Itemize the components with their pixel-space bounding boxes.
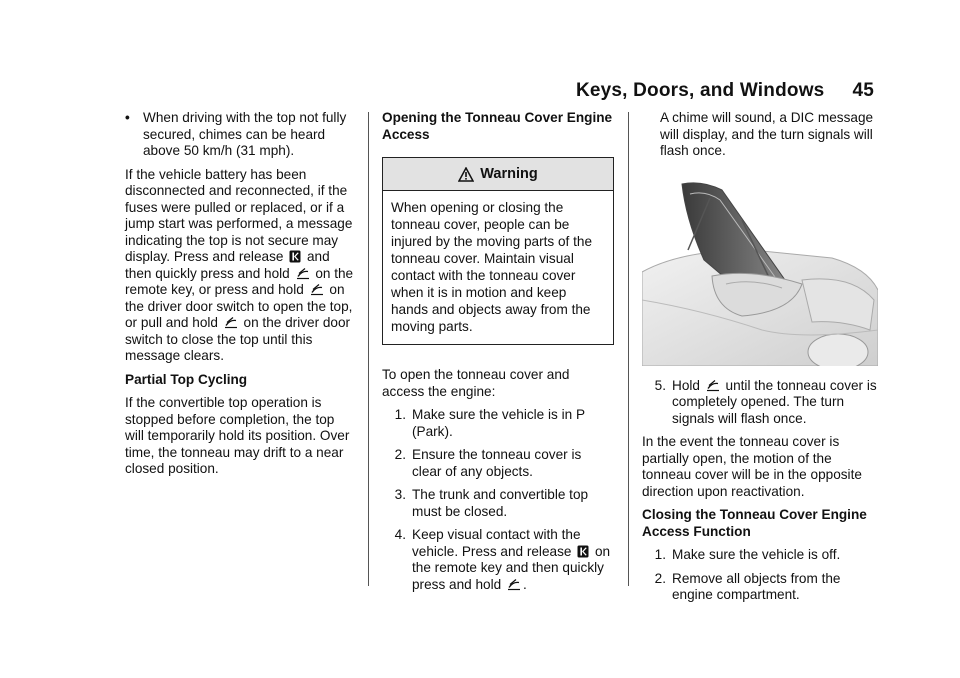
- page-header: [576, 80, 874, 102]
- page-number: 45: [852, 80, 874, 101]
- section-title: Keys, Doors, and Windows: [575, 80, 825, 101]
- battery-paragraph: If the vehicle battery has been disconnected and reconnected, if the fuses were pulled or replaced, or if a jump start was performed, a message indicating the top is not secure may display. Press and release and then quickly press and hold on the remote key, or press and hold on the driver door switch to open the top, or pull and hold on the driver door switch to close the top until this message clears.: [125, 166, 354, 363]
- list-item: 5. Hold until the tonneau cover is completely opened. The turn signals will flash once.: [654, 377, 877, 426]
- step4-continued: A chime will sound, a DIC message will display, and the turn signals will flash once.: [660, 110, 874, 158]
- partial-top-paragraph: If the convertible top operation is stopped before completion, the top will temporarily hold its position. Over time, the tonneau may drift to a near closed position.: [125, 395, 350, 476]
- car-engine-image: [642, 180, 878, 366]
- bullet-marker: •: [125, 110, 130, 125]
- warning-title: Warning: [480, 165, 538, 182]
- bullet-text: When driving with the top not fully secured, chimes can be heard above 50 km/h (31 mph).: [143, 110, 347, 158]
- list-item: 3. The trunk and convertible top must be closed.: [394, 487, 589, 519]
- bullet-item: [125, 110, 355, 160]
- convertible-top-icon: [224, 316, 238, 329]
- remote-lock-icon: [577, 545, 589, 558]
- column-divider: [628, 112, 629, 586]
- list-item: 1. Make sure the vehicle is in P (Park).: [394, 407, 585, 439]
- partial-open-paragraph: In the event the tonneau cover is partially open, the motion of the tonneau cover will be in the opposite direction upon reactivation.: [642, 434, 862, 499]
- list-item: 2. Remove all objects from the engine compartment.: [654, 570, 841, 602]
- warning-triangle-icon: [458, 167, 474, 182]
- open-intro: To open the tonneau cover and access the engine:: [382, 367, 570, 399]
- list-item: 4. Keep visual contact with the vehicle. Press and release on the remote key and then quickly press and hold .: [394, 527, 611, 592]
- step-5: [642, 378, 878, 428]
- warning-box: [382, 157, 614, 345]
- convertible-top-icon: [310, 283, 324, 296]
- close-steps: [642, 547, 878, 604]
- warning-header: [383, 158, 613, 191]
- tonneau-open-illustration: [642, 180, 878, 366]
- subheading-opening-tonneau: Opening the Tonneau Cover Engine Access: [382, 110, 613, 142]
- convertible-top-icon: [507, 578, 521, 591]
- subheading-partial-top-cycling: Partial Top Cycling: [125, 371, 248, 387]
- column-divider: [368, 112, 369, 586]
- convertible-top-icon: [296, 267, 310, 280]
- convertible-top-icon: [706, 379, 720, 392]
- list-item: 2. Ensure the tonneau cover is clear of any objects.: [394, 447, 582, 479]
- remote-lock-icon: [289, 250, 301, 263]
- open-steps: [382, 407, 614, 593]
- warning-text: When opening or closing the tonneau cover, people can be injured by the moving parts of the tonneau cover. Maintain visual contact with the tonneau cover when it is in motion and keep hands and objects away from the moving parts.: [391, 200, 592, 334]
- column-2: [382, 110, 614, 600]
- column-1: [125, 110, 355, 485]
- column-3: [642, 110, 878, 611]
- list-item: 1. Make sure the vehicle is off.: [654, 547, 841, 562]
- subheading-closing-tonneau: Closing the Tonneau Cover Engine Access Function: [642, 507, 867, 539]
